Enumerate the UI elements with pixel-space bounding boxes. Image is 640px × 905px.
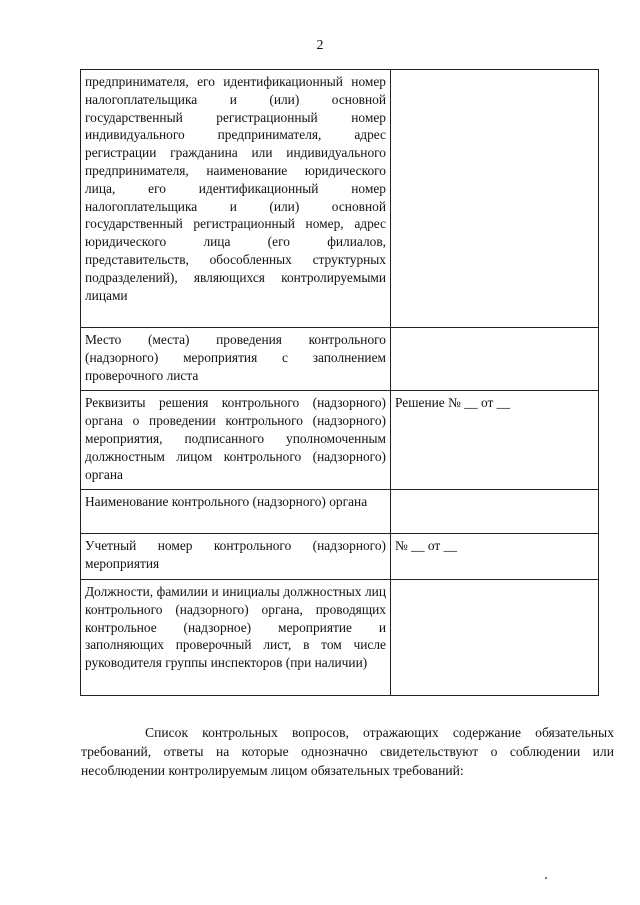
page-number: 2 xyxy=(316,38,324,53)
inspection-info-table xyxy=(80,69,599,696)
row-label-authority-name: Наименование контрольного (надзорного) органа xyxy=(81,490,391,534)
row-label-registration-number: Учетный номер контрольного (надзорного) мероприятия xyxy=(81,534,391,580)
table-row xyxy=(81,328,599,391)
row-label-inspection-place: Место (места) проведения контрольного (надзорного) мероприятия с заполнением проверочного листа xyxy=(81,328,391,391)
row-value-inspection-place xyxy=(391,328,599,391)
checklist-intro-paragraph: Список контрольных вопросов, отражающих содержание обязательных требований, ответы на которые однозначно свидетельствуют о соблюдении или несоблюдении контролируемым лицом обязательных требований: xyxy=(81,725,614,778)
table-row xyxy=(81,490,599,534)
table-row xyxy=(81,391,599,490)
row-value-authority-name xyxy=(391,490,599,534)
row-label-decision-details: Реквизиты решения контрольного (надзорного) органа о проведении контрольного (надзорного) мероприятия, подписанного уполномоченным должностным лицом контрольного (надзорного) органа xyxy=(81,391,391,490)
table-row xyxy=(81,534,599,580)
table-row xyxy=(81,579,599,695)
row-value-registration-number: № __ от __ xyxy=(391,534,599,580)
row-value-inspectors xyxy=(391,579,599,695)
scan-speck xyxy=(545,877,547,879)
table-row xyxy=(81,70,599,328)
row-value-decision-details: Решение № __ от __ xyxy=(391,391,599,490)
row-label-inspectors: Должности, фамилии и инициалы должностных лиц контрольного (надзорного) органа, проводящих контрольное (надзорное) мероприятие и заполняющих проверочный лист, в том числе руководителя группы инспекторов (при наличии) xyxy=(81,579,391,695)
row-value-controlled-person-details xyxy=(391,70,599,328)
row-label-controlled-person-details: предпринимателя, его идентификационный номер налогоплательщика и (или) основной государственный регистрационный номер индивидуального предпринимателя, адрес регистрации гражданина или индивидуального предпринимателя, наименование юридического лица, его идентификационный номер налогоплательщика и (или) основной государственный регистрационный номер, адрес юридического лица (его филиалов, представительств, обособленных структурных подразделений), являющихся контролируемыми лицами xyxy=(81,70,391,328)
